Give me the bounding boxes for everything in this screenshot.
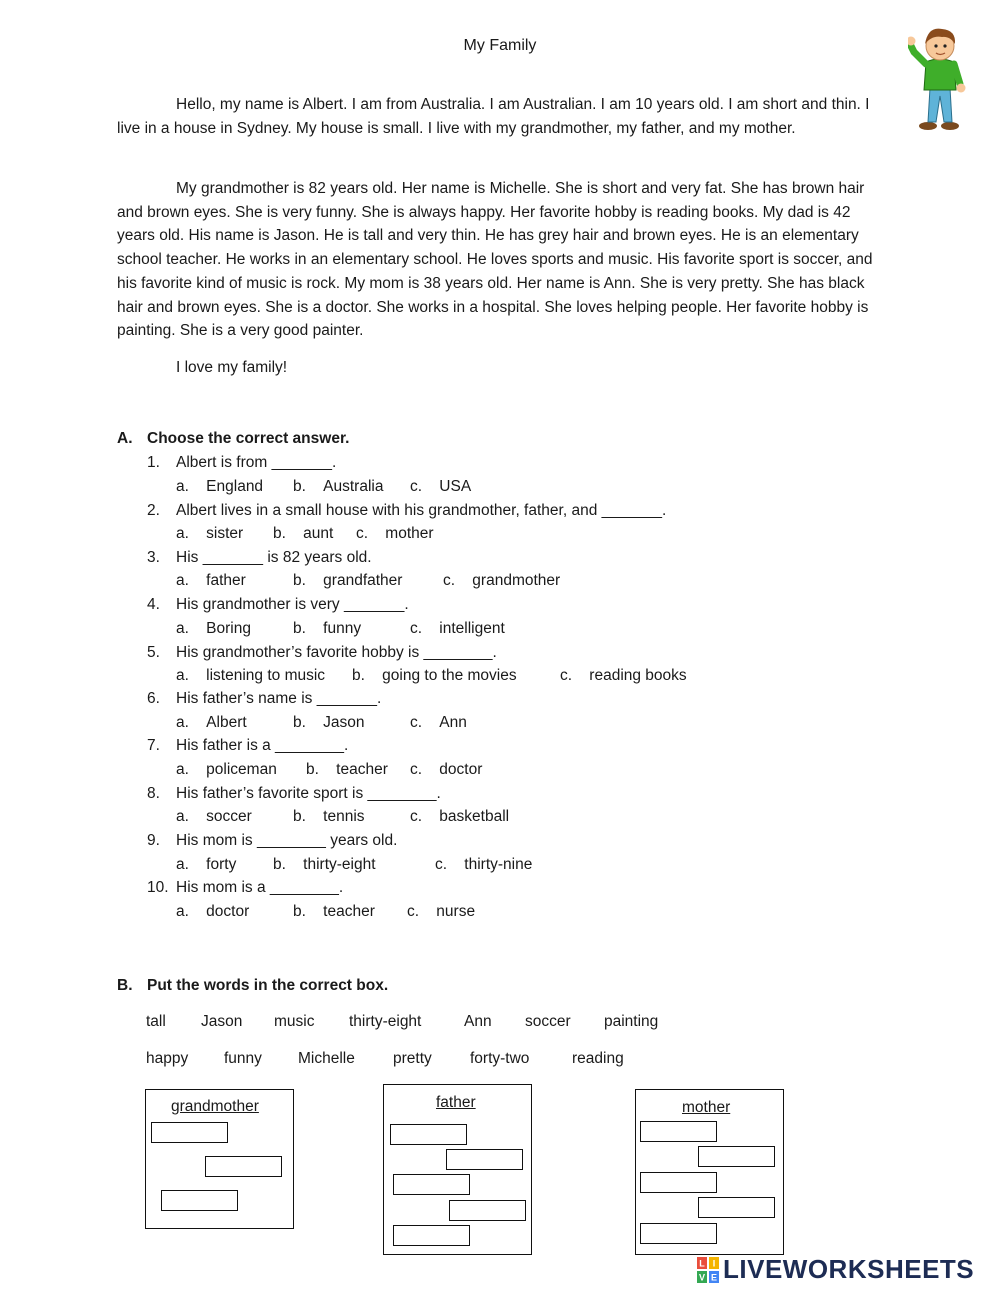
- option-a[interactable]: a. forty: [176, 856, 237, 873]
- option-b[interactable]: b. going to the movies: [352, 667, 517, 684]
- word-chip[interactable]: painting: [604, 1013, 659, 1030]
- liveworksheets-logo: [697, 1254, 974, 1285]
- answer-slot[interactable]: [161, 1190, 238, 1211]
- option-c[interactable]: c. nurse: [407, 903, 476, 920]
- logo-letter: L: [699, 1258, 705, 1268]
- answer-slot[interactable]: [640, 1223, 717, 1244]
- answer-slot[interactable]: [640, 1172, 717, 1193]
- options-row: [147, 903, 967, 926]
- answer-slot[interactable]: [449, 1200, 526, 1221]
- options-row: [147, 714, 967, 737]
- word-chip[interactable]: Ann: [464, 1013, 492, 1030]
- boy-illustration: [908, 22, 978, 135]
- logo-letter: E: [710, 1272, 718, 1282]
- options-row: [147, 667, 967, 690]
- word-chip[interactable]: thirty-eight: [349, 1013, 422, 1030]
- options-row: [147, 620, 967, 643]
- options-row: [147, 525, 967, 548]
- answer-slot[interactable]: [393, 1225, 470, 1246]
- word-chip[interactable]: pretty: [393, 1050, 432, 1067]
- section-a-heading: [117, 430, 349, 448]
- question-text: Albert lives in a small house with his grandmother, father, and _______.: [176, 502, 667, 519]
- question: 7. His father is a ________.: [147, 737, 349, 754]
- option-a[interactable]: a. father: [176, 572, 246, 589]
- options-row: [147, 808, 967, 831]
- answer-slot[interactable]: [151, 1122, 228, 1143]
- question: 2. Albert lives in a small house with his grandmother, father, and _______.: [147, 502, 667, 519]
- question-text: Albert is from _______.: [176, 454, 337, 471]
- word-chip[interactable]: soccer: [525, 1013, 571, 1030]
- section-b-letter: B.: [117, 977, 133, 994]
- passage-paragraph-3: I love my family!: [176, 359, 288, 376]
- logo-letter: V: [698, 1272, 706, 1282]
- question: 1. Albert is from _______.: [147, 454, 337, 471]
- option-c[interactable]: c. reading books: [560, 667, 687, 684]
- logo-text: LIVEWORKSHEETS: [723, 1254, 975, 1284]
- option-a[interactable]: a. Boring: [176, 620, 251, 637]
- word-chip[interactable]: forty-two: [470, 1050, 530, 1067]
- answer-slot[interactable]: [205, 1156, 282, 1177]
- word-chip[interactable]: reading: [572, 1050, 624, 1067]
- option-c[interactable]: c. mother: [356, 525, 434, 542]
- question-text: His father’s name is _______.: [176, 690, 382, 707]
- question-text: His _______ is 82 years old.: [176, 549, 372, 566]
- word-chip[interactable]: happy: [146, 1050, 189, 1067]
- answer-slot[interactable]: [698, 1146, 775, 1167]
- word-chip[interactable]: Michelle: [298, 1050, 355, 1067]
- word-chip[interactable]: tall: [146, 1013, 166, 1030]
- section-b-title: Put the words in the correct box.: [147, 977, 389, 994]
- option-c[interactable]: c. basketball: [410, 808, 510, 825]
- options-row: [147, 856, 967, 879]
- logo-letter: I: [712, 1258, 716, 1268]
- option-a[interactable]: a. policeman: [176, 761, 277, 778]
- logo-mark-icon: [697, 1257, 719, 1283]
- option-c[interactable]: c. grandmother: [443, 572, 561, 589]
- question: 3. His _______ is 82 years old.: [147, 549, 372, 566]
- option-a[interactable]: a. Albert: [176, 714, 247, 731]
- option-a[interactable]: a. sister: [176, 525, 244, 542]
- word-chip[interactable]: music: [274, 1013, 315, 1030]
- word-chip[interactable]: funny: [224, 1050, 262, 1067]
- question: 9. His mom is ________ years old.: [147, 832, 398, 849]
- box-label: father: [436, 1094, 476, 1111]
- option-b[interactable]: b. grandfather: [293, 572, 403, 589]
- option-b[interactable]: b. aunt: [273, 525, 334, 542]
- question-text: His father’s favorite sport is ________.: [176, 785, 441, 802]
- father-box: [383, 1084, 532, 1255]
- question-text: His grandmother is very _______.: [176, 596, 409, 613]
- option-a[interactable]: a. listening to music: [176, 667, 326, 684]
- option-b[interactable]: b. teacher: [306, 761, 388, 778]
- section-b-heading: [117, 977, 388, 995]
- option-b[interactable]: b. thirty-eight: [273, 856, 376, 873]
- option-b[interactable]: b. teacher: [293, 903, 375, 920]
- option-a[interactable]: a. soccer: [176, 808, 252, 825]
- answer-slot[interactable]: [393, 1174, 470, 1195]
- option-a[interactable]: a. England: [176, 478, 264, 495]
- question-text: His father is a ________.: [176, 737, 349, 754]
- question: 10. His mom is a ________.: [147, 879, 344, 896]
- boy-figure-icon: [908, 22, 978, 130]
- option-c[interactable]: c. USA: [410, 478, 472, 495]
- answer-slot[interactable]: [390, 1124, 467, 1145]
- question: 8. His father’s favorite sport is ________.: [147, 785, 441, 802]
- question: 5. His grandmother’s favorite hobby is ________.: [147, 644, 497, 661]
- option-c[interactable]: c. Ann: [410, 714, 467, 731]
- answer-slot[interactable]: [698, 1197, 775, 1218]
- mother-box: [635, 1089, 784, 1255]
- passage-paragraph-1: Hello, my name is Albert. I am from Australia. I am Australian. I am 10 years old. I am short and thin. I live in a house in Sydney. My house is small. I live with my grandmother, my father, and my mother.: [117, 96, 870, 137]
- options-row: [147, 478, 967, 501]
- question-text: His mom is a ________.: [176, 879, 344, 896]
- option-a[interactable]: a. doctor: [176, 903, 250, 920]
- answer-slot[interactable]: [640, 1121, 717, 1142]
- question: 4. His grandmother is very _______.: [147, 596, 409, 613]
- word-chip[interactable]: Jason: [201, 1013, 243, 1030]
- option-c[interactable]: c. doctor: [410, 761, 483, 778]
- option-b[interactable]: b. Australia: [293, 478, 384, 495]
- option-c[interactable]: c. intelligent: [410, 620, 505, 637]
- option-b[interactable]: b. funny: [293, 620, 362, 637]
- option-b[interactable]: b. Jason: [293, 714, 365, 731]
- option-b[interactable]: b. tennis: [293, 808, 365, 825]
- question-text: His grandmother’s favorite hobby is ________.: [176, 644, 497, 661]
- question-text: His mom is ________ years old.: [176, 832, 398, 849]
- options-row: [147, 572, 967, 595]
- box-label: grandmother: [171, 1098, 259, 1115]
- box-label: mother: [682, 1099, 731, 1116]
- question: 6. His father’s name is _______.: [147, 690, 382, 707]
- word-bank-row-1: [0, 1013, 1000, 1035]
- page-title: My Family: [463, 37, 537, 54]
- grandmother-box: [145, 1089, 294, 1229]
- section-a-title: Choose the correct answer.: [147, 430, 350, 447]
- word-bank-row-2: [0, 1050, 1000, 1072]
- section-a-letter: A.: [117, 430, 133, 447]
- answer-slot[interactable]: [446, 1149, 523, 1170]
- options-row: [147, 761, 967, 784]
- option-c[interactable]: c. thirty-nine: [435, 856, 533, 873]
- passage-paragraph-2: My grandmother is 82 years old. Her name is Michelle. She is short and very fat. She has brown hair and brown eyes. She is very funny. She is always happy. Her favorite hobby is reading books. My dad is 42 years old. His name is Jason. He is tall and very thin. He has grey hair and brown eyes. He is an elementary school teacher. He works in an elementary school. He loves sports and music. His favorite sport is soccer, and his favorite kind of music is rock. My mom is 38 years old. Her name is Ann. She is very pretty. She has black hair and brown eyes. She is a doctor. She works in a hospital. She loves helping people. Her favorite hobby is painting. She is a very good painter.: [117, 180, 873, 340]
